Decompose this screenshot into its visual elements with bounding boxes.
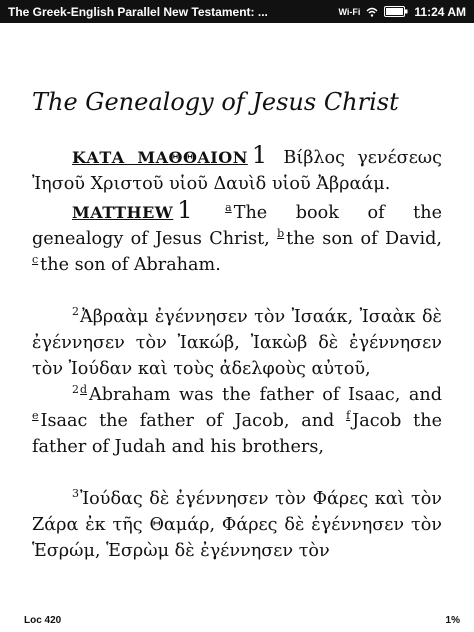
footnote-c-link[interactable]: c bbox=[32, 253, 39, 267]
verse-number: 2 bbox=[72, 305, 79, 319]
greek-verse-1 bbox=[32, 142, 442, 197]
greek-verse-2 bbox=[32, 304, 442, 382]
greek-chapter-number: 1 bbox=[251, 141, 268, 169]
footnote-f-link[interactable]: f bbox=[346, 409, 351, 423]
book-title: The Greek-English Parallel New Testament: ... bbox=[8, 4, 268, 19]
greek-verse-3 bbox=[32, 486, 442, 564]
english-verse-2-text-d: Abraham was the father of Isaac, and bbox=[89, 385, 442, 405]
page-content bbox=[32, 88, 442, 564]
english-verse-2 bbox=[32, 382, 442, 460]
footnote-a-link[interactable]: a bbox=[225, 201, 232, 215]
english-verse-2-text-f: Jacob the father of Judah and his brothers, bbox=[32, 411, 442, 457]
english-book-name: MATTHEW bbox=[72, 203, 174, 222]
wifi-icon bbox=[366, 7, 378, 17]
english-chapter-number: 1 bbox=[177, 196, 193, 224]
greek-book-name: ΚΑΤΑ ΜΑΘΘΑΙΟΝ bbox=[72, 148, 248, 167]
status-indicators bbox=[338, 5, 466, 19]
greek-verse-1-text: Βίβλος γενέσεως Ἰησοῦ Χριστοῦ υἱοῦ Δαυὶδ υἱοῦ Ἀβραάμ. bbox=[32, 148, 443, 194]
clock: 11:24 AM bbox=[414, 4, 466, 19]
footnote-d-link[interactable]: d bbox=[80, 383, 88, 397]
english-verse-1-text-c: the son of Abraham. bbox=[40, 255, 221, 275]
location-indicator: Loc 420 bbox=[24, 614, 62, 626]
paragraph-gap bbox=[32, 460, 442, 486]
status-bar bbox=[0, 0, 474, 23]
footnote-b-link[interactable]: b bbox=[277, 227, 285, 241]
chapter-title: The Genealogy of Jesus Christ bbox=[32, 88, 399, 116]
greek-verse-2-text: Ἀβραὰμ ἐγέννησεν τὸν Ἰσαάκ, Ἰσαὰκ δὲ ἐγέννησεν τὸν Ἰακώβ, Ἰακὼβ δὲ ἐγέννησεν τὸν Ἰούδαν καὶ τοὺς ἀδελφοὺς αὐτοῦ, bbox=[32, 307, 442, 379]
verse-number: 3 bbox=[72, 487, 79, 501]
greek-verse-3-text: Ἰούδας δὲ ἐγέννησεν τὸν Φάρες καὶ τὸν Ζάρα ἐκ τῆς Θαμάρ, Φάρες δὲ ἐγέννησεν τὸν Ἑσρώμ, Ἑσρὼμ δὲ ἐγέννησεν τὸν bbox=[32, 489, 442, 561]
paragraph-gap bbox=[32, 278, 442, 304]
verse-number: 2 bbox=[72, 383, 79, 397]
english-verse-1-text-b: the son of David, bbox=[286, 229, 443, 249]
battery-icon bbox=[384, 6, 408, 17]
english-verse-2-text-e: Isaac the father of Jacob, and bbox=[40, 411, 335, 431]
reading-footer bbox=[0, 608, 474, 632]
wifi-label: Wi-Fi bbox=[338, 6, 361, 17]
progress-percent: 1% bbox=[445, 614, 460, 626]
english-verse-1 bbox=[32, 197, 442, 278]
english-verse-1-text-a: The book of the genealogy of Jesus Christ, bbox=[32, 203, 442, 249]
footnote-e-link[interactable]: e bbox=[32, 409, 39, 423]
